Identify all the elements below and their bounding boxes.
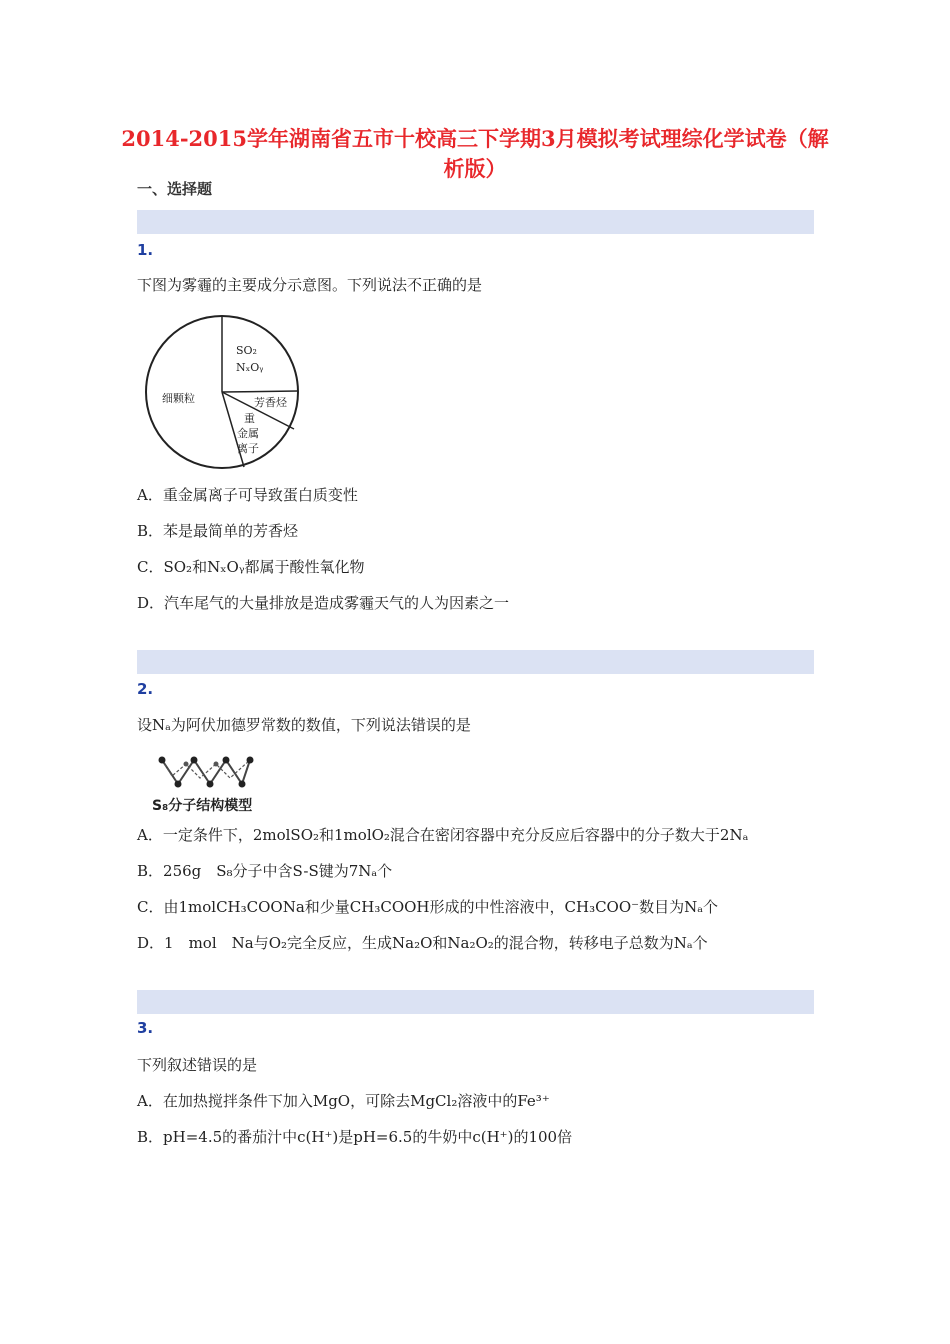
question-header-bar: [137, 990, 814, 1014]
option-a: A．在加热搅拌条件下加入MgO，可除去MgCl₂溶液中的Fe³⁺: [137, 1092, 550, 1110]
question-number: 2.: [137, 680, 154, 698]
question-stem: 下列叙述错误的是: [137, 1056, 258, 1074]
question-number: 1.: [137, 241, 154, 259]
s8-molecule-figure: [150, 754, 280, 816]
option-b: B．苯是最简单的芳香烃: [137, 522, 299, 540]
question-stem: 设Nₐ为阿伏加德罗常数的数值，下列说法错误的是: [137, 716, 471, 734]
pie-label-aromatic: 芳香烃: [254, 396, 287, 409]
question-header-bar: [137, 650, 814, 674]
option-d: D．汽车尾气的大量排放是造成雾霾天气的人为因素之一: [137, 594, 510, 612]
question-number: 3.: [137, 1019, 154, 1037]
option-b: B．pH=4.5的番茄汁中c(H⁺)是pH=6.5的牛奶中c(H⁺)的100倍: [137, 1128, 573, 1146]
option-c: C．由1molCH₃COONa和少量CH₃COOH形成的中性溶液中，CH₃COO⁻数目为Nₐ个: [137, 898, 718, 916]
pie-label-fine-particles: 细颗粒: [162, 392, 195, 405]
pie-label-heavy-3: 离子: [237, 442, 259, 455]
s8-caption: S₈分子结构模型: [152, 798, 253, 814]
pie-label-so2: SO₂: [236, 344, 257, 357]
pie-label-nxoy: NₓOᵧ: [236, 361, 264, 374]
pie-label-heavy-1: 重: [244, 412, 255, 425]
question-header-bar: [137, 210, 814, 234]
question-stem: 下图为雾霾的主要成分示意图。下列说法不正确的是: [137, 276, 483, 294]
page-title: 2014-2015学年湖南省五市十校高三下学期3月模拟考试理综化学试卷（解析版）: [121, 126, 829, 181]
option-a: A．重金属离子可导致蛋白质变性: [137, 486, 358, 504]
section-heading: 一、选择题: [137, 180, 213, 198]
option-c: C．SO₂和NₓOᵧ都属于酸性氧化物: [137, 558, 365, 576]
option-b: B．256g S₈分子中含S-S键为7Nₐ个: [137, 862, 393, 880]
option-a: A．一定条件下，2molSO₂和1molO₂混合在密闭容器中充分反应后容器中的分子数大于2Nₐ: [137, 826, 749, 844]
option-d: D．1 mol Na与O₂完全反应，生成Na₂O和Na₂O₂的混合物，转移电子总数为Nₐ个: [137, 934, 708, 952]
smog-composition-pie-figure: [140, 312, 310, 477]
pie-label-heavy-2: 金属: [237, 427, 259, 440]
